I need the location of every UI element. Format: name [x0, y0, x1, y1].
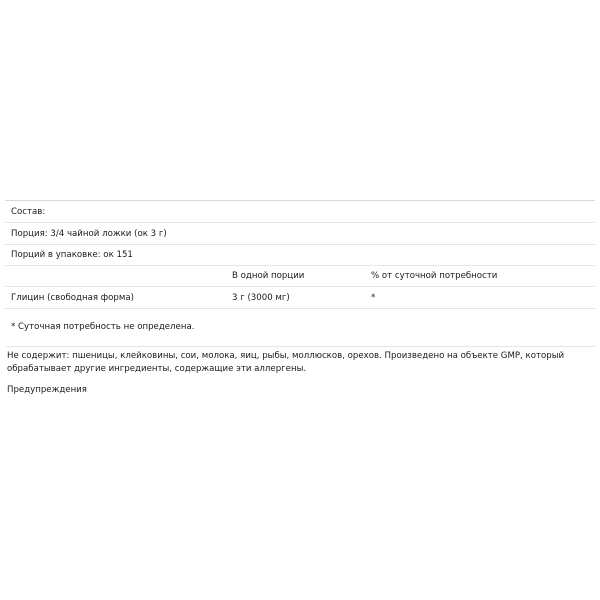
supplement-facts-table: [5, 200, 595, 347]
allergen-notice: Не содержит: пшеницы, клейковины, сои, молока, яиц, рыбы, моллюсков, орехов. Произведено на объекте GMP, который обрабатывает другие ингредиенты, содержащие эти аллергены.: [7, 351, 565, 374]
column-header-row: [5, 266, 595, 287]
serving-size: Порция: 3/4 чайной ложки (ок 3 г): [11, 228, 167, 239]
table-row: [5, 287, 595, 309]
warnings-heading: Предупреждения: [7, 385, 87, 395]
serving-size-row: [5, 223, 595, 245]
facts-heading-row: [5, 201, 595, 223]
servings-per-container: Порций в упаковке: ок 151: [11, 250, 133, 260]
column-header-per-serving: В одной порции: [232, 271, 305, 281]
ingredient-name: Глицин (свободная форма): [11, 292, 134, 303]
facts-heading: Состав:: [11, 206, 46, 217]
footnote-row: [5, 309, 595, 347]
column-header-daily-value: % от суточной потребности: [371, 271, 498, 281]
ingredient-daily-value: *: [371, 292, 376, 303]
daily-value-footnote: * Суточная потребность не определена.: [11, 322, 195, 332]
servings-per-container-row: [5, 245, 595, 266]
ingredient-amount: 3 г (3000 мг): [232, 292, 290, 303]
